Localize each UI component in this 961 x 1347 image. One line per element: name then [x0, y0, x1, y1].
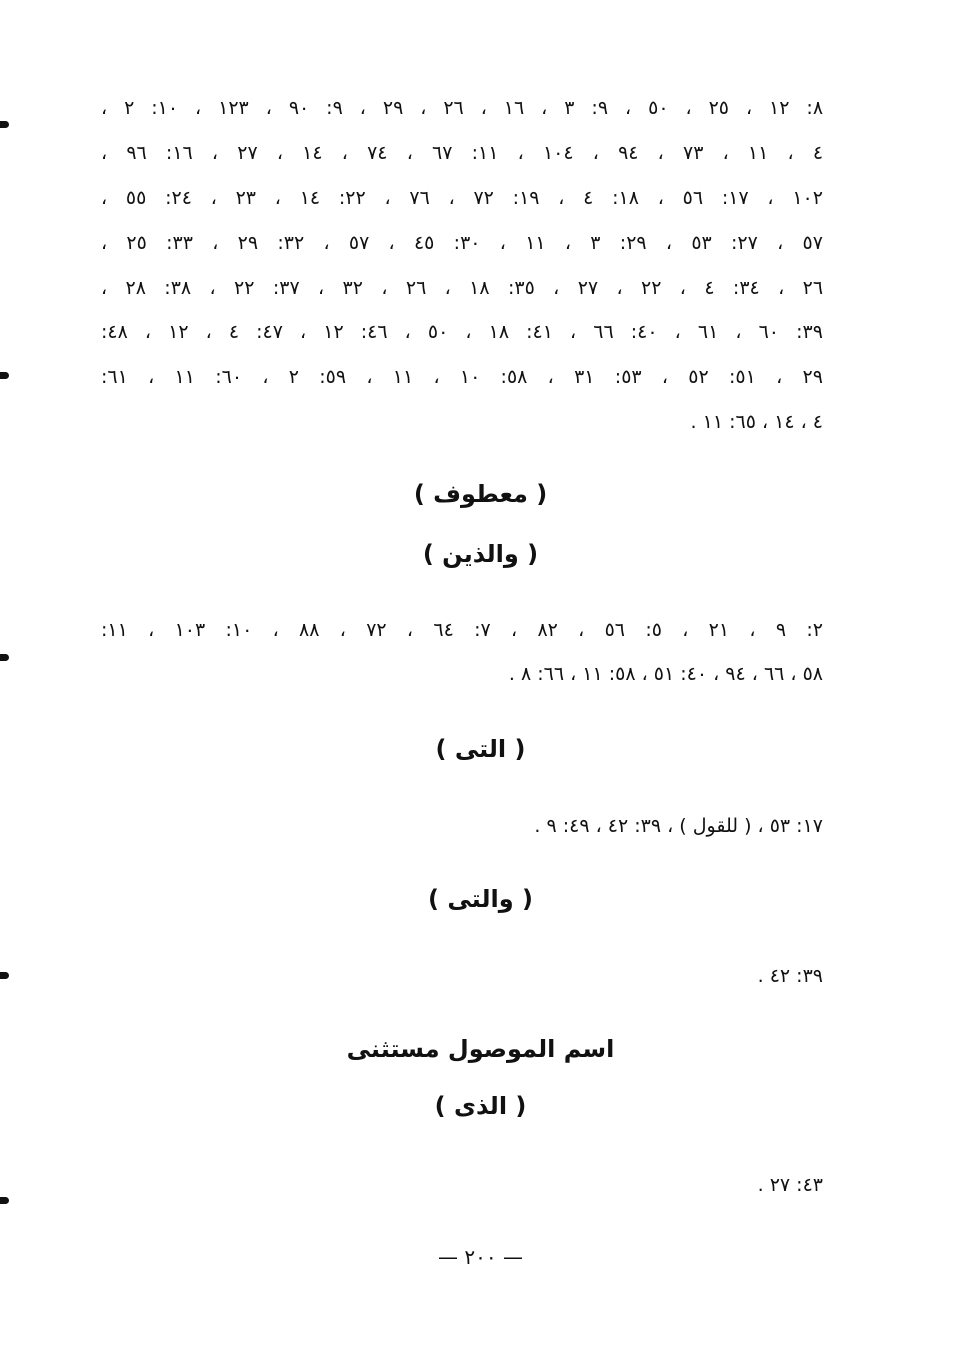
- reference-line: ٢٩ ، ٥١: ٥٢ ، ٥٣: ٣١ ، ٥٨: ١٠ ، ١١ ، ٥٩: ٢ ، ٦٠: ١١ ، ٦١:: [101, 366, 823, 388]
- scan-edge-mark: [0, 1197, 9, 1204]
- reference-line: ٥٨ ، ٦٦ ، ٩٤ ، ٤٠: ٥١ ، ٥٨: ١١ ، ٦٦: ٨ .: [508, 663, 823, 685]
- reference-line: ٤ ، ١١ ، ٧٣ ، ٩٤ ، ١٠٤ ، ١١: ٦٧ ، ٧٤ ، ١٤ ، ٢٧ ، ١٦: ٩٦ ،: [101, 142, 824, 164]
- reference-line: ٢٦ ، ٣٤: ٤ ، ٢٢ ، ٢٧ ، ٣٥: ١٨ ، ٢٦ ، ٣٢ ، ٣٧: ٢٢ ، ٣٨: ٢٨ ،: [101, 277, 824, 299]
- heading-alladhi: ( الذى ): [434, 1092, 527, 1120]
- reference-line: ١٧: ٥٣ ، ( للقول ) ، ٣٩: ٤٢ ، ٤٩: ٩ .: [534, 815, 823, 837]
- scan-edge-mark: [0, 372, 9, 379]
- reference-line: ٢: ٩ ، ٢١ ، ٥: ٥٦ ، ٨٢ ، ٧: ٦٤ ، ٧٢ ، ٨٨ ، ١٠: ١٠٣ ، ١١:: [101, 619, 823, 641]
- scan-edge-mark: [0, 654, 9, 661]
- reference-line: ٤ ، ١٤ ، ٦٥: ١١ .: [690, 411, 823, 433]
- reference-line: ٨: ١٢ ، ٢٥ ، ٥٠ ، ٩: ٣ ، ١٦ ، ٢٦ ، ٢٩ ، ٩: ٩٠ ، ١٢٣ ، ١٠: ٢ ،: [101, 97, 824, 119]
- page-number: — ٢٠٠ —: [438, 1245, 523, 1269]
- scan-edge-mark: [0, 121, 9, 128]
- reference-line: ٣٩: ٤٢ .: [757, 965, 823, 987]
- heading-ism-mawsul: اسم الموصول مستثنى: [346, 1035, 615, 1063]
- scan-edge-mark: [0, 972, 9, 979]
- heading-walladhina: ( والذين ): [422, 540, 539, 568]
- reference-line: ١٠٢ ، ١٧: ٥٦ ، ١٨: ٤ ، ١٩: ٧٢ ، ٧٦ ، ٢٢: ١٤ ، ٢٣ ، ٢٤: ٥٥ ،: [101, 187, 823, 209]
- heading-wallati: ( والتى ): [428, 885, 533, 913]
- reference-line: ٥٧ ، ٢٧: ٥٣ ، ٢٩: ٣ ، ١١ ، ٣٠: ٤٥ ، ٥٧ ، ٣٢: ٢٩ ، ٣٣: ٢٥ ،: [101, 232, 823, 254]
- reference-line: ٤٣: ٢٧ .: [757, 1174, 823, 1196]
- reference-line: ٣٩: ٦٠ ، ٦١ ، ٤٠: ٦٦ ، ٤١: ١٨ ، ٥٠ ، ٤٦: ١٢ ، ٤٧: ٤ ، ١٢ ، ٤٨:: [101, 321, 823, 343]
- heading-maatouf: ( معطوف ): [413, 480, 548, 508]
- heading-allati: ( التى ): [435, 735, 526, 763]
